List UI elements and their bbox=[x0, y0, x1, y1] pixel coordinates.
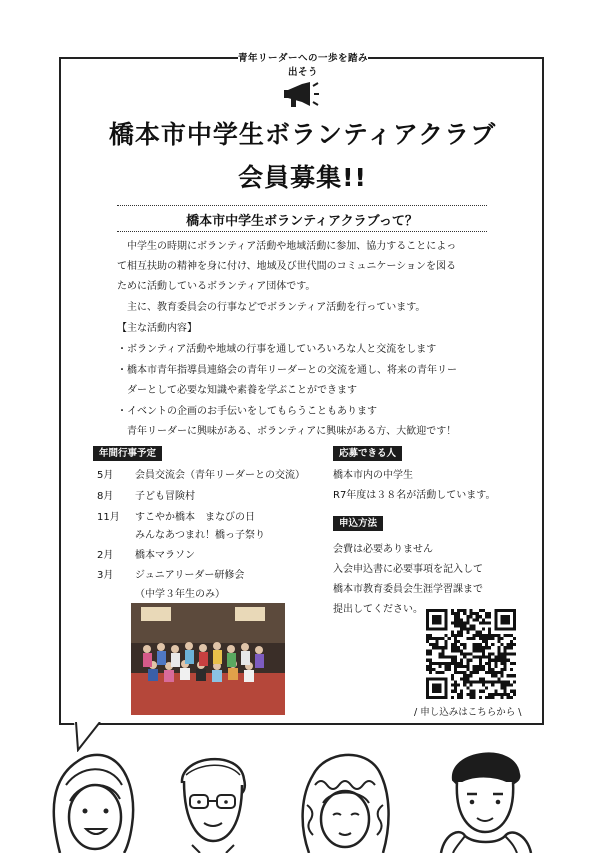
qr-caption: / 申し込みはこちらから \ bbox=[414, 707, 522, 718]
curly-hair-woman-illustration bbox=[295, 745, 395, 853]
about-line: ・ボランティア活動や地域の行事を通していろいろな人と交流をします bbox=[117, 344, 437, 355]
divider-top bbox=[117, 205, 487, 206]
about-line: ・橋本市青年指導員連絡会の青年リーダーとの交流を通し、将来の青年リー bbox=[117, 365, 457, 376]
schedule-month: 8月 bbox=[97, 491, 114, 502]
eligibility-line: 橋本市内の中学生 bbox=[333, 470, 413, 481]
about-line: ダーとして必要な知識や素養を学ぶことができます bbox=[117, 385, 357, 396]
eligibility-line: R7年度は３８名が活動しています。 bbox=[333, 490, 496, 501]
tagline: 青年リーダーへの一歩を踏み出そう bbox=[238, 53, 369, 78]
application-line: 橋本市教育委員会生涯学習課まで bbox=[333, 584, 483, 595]
man-glasses-illustration bbox=[170, 745, 255, 853]
activity-photo bbox=[131, 603, 285, 715]
about-line: 青年リーダーに興味がある、ボランティアに興味がある方、大歓迎です！ bbox=[117, 426, 457, 437]
tagline-box bbox=[238, 44, 369, 78]
divider-bottom bbox=[117, 231, 487, 232]
schedule-event: 会員交流会（青年リーダーとの交流） bbox=[135, 470, 305, 481]
girl-face-illustration bbox=[40, 745, 140, 853]
application-line: 会費は必要ありません bbox=[333, 544, 433, 555]
schedule-event: （中学３年生のみ） bbox=[135, 589, 225, 600]
about-heading: 橋本市中学生ボランティアクラブって？ bbox=[186, 214, 418, 229]
schedule-event: 子ども冒険村 bbox=[135, 491, 195, 502]
schedule-month: 3月 bbox=[97, 570, 114, 581]
application-line: 提出してください。 bbox=[333, 604, 423, 615]
schedule-label: 年間行事予定 bbox=[93, 446, 162, 461]
application-line: 入会申込書に必要事項を記入して bbox=[333, 564, 483, 575]
schedule-month: 2月 bbox=[97, 550, 114, 561]
schedule-event: ジュニアリーダー研修会 bbox=[135, 570, 245, 581]
application-label: 申込方法 bbox=[333, 516, 383, 531]
page-title: 橋本市中学生ボランティアクラブ bbox=[108, 120, 497, 149]
schedule-month: 11月 bbox=[97, 512, 120, 523]
page-subtitle: 会員募集!! bbox=[238, 163, 367, 192]
about-line: 中学生の時期にボランティア活動や地域活動に参加、協力することによっ bbox=[117, 241, 457, 252]
schedule-event: みんなあつまれ！橋っ子祭り bbox=[135, 530, 265, 541]
about-line: 【主な活動内容】 bbox=[117, 323, 197, 334]
about-line: ・イベントの企画のお手伝いをしてもらうこともあります bbox=[117, 406, 377, 417]
schedule-event: すこやか橋本 まなびの日 bbox=[135, 512, 255, 523]
about-line: て相互扶助の精神を身に付け、地域及び世代間のコミュニケーションを図る bbox=[117, 261, 456, 272]
schedule-event: 橋本マラソン bbox=[135, 550, 195, 561]
about-line: 主に、教育委員会の行事などでボランティア活動を行っています。 bbox=[117, 302, 426, 313]
schedule-month: 5月 bbox=[97, 470, 114, 481]
about-line: ために活動しているボランティア団体です。 bbox=[117, 281, 316, 292]
eligibility-label: 応募できる人 bbox=[333, 446, 402, 461]
megaphone-icon bbox=[282, 80, 320, 112]
boy-hoodie-illustration bbox=[435, 740, 535, 853]
qr-code-icon[interactable] bbox=[426, 609, 516, 699]
